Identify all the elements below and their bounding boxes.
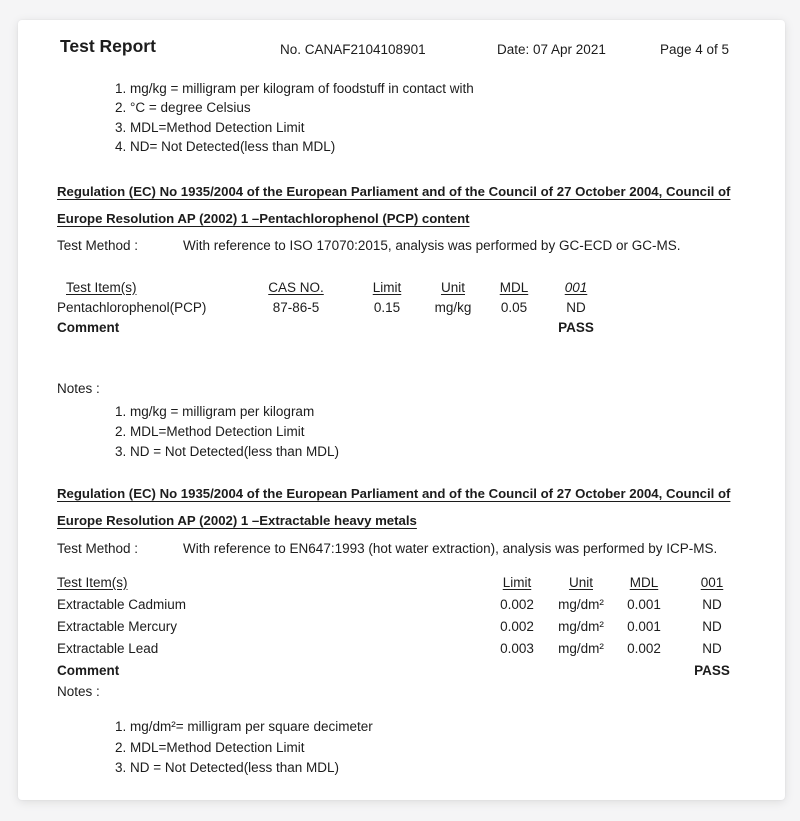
- comment-label: Comment: [57, 319, 120, 335]
- cell-cas-no: 87-86-5: [272, 299, 320, 315]
- col-header-unit: Unit: [440, 279, 465, 295]
- cell-result: ND: [566, 299, 586, 315]
- comment-row: [57, 317, 606, 337]
- pcp-results-table: [57, 277, 606, 337]
- col-header-mdl: MDL: [629, 574, 659, 590]
- note-item: 1. mg/dm²= milligram per square decimeter: [115, 717, 373, 738]
- comment-value: PASS: [558, 319, 594, 335]
- report-date: Date: 07 Apr 2021: [497, 42, 606, 57]
- col-header-limit: Limit: [502, 574, 532, 590]
- col-header-mdl: MDL: [499, 279, 529, 295]
- page-title: Test Report: [60, 36, 156, 56]
- report-number: No. CANAF2104108901: [280, 42, 426, 57]
- note-item: 2. °C = degree Celsius: [115, 98, 474, 117]
- comment-value: PASS: [694, 662, 730, 678]
- pcp-notes-list: [115, 402, 339, 462]
- cell-result: ND: [702, 618, 722, 634]
- test-method-text: With reference to EN647:1993 (hot water extraction), analysis was performed by ICP-MS.: [183, 541, 718, 556]
- cell-mdl: 0.001: [627, 596, 661, 612]
- note-item: 3. ND = Not Detected(less than MDL): [115, 758, 373, 779]
- test-method-label: Test Method :: [57, 541, 139, 556]
- col-header-cas-no: CAS NO.: [268, 279, 324, 295]
- col-header-sample-001: 001: [700, 574, 724, 590]
- note-item: 2. MDL=Method Detection Limit: [115, 738, 373, 759]
- heavy-metals-results-table: [57, 571, 748, 681]
- cell-unit: mg/dm²: [558, 640, 604, 656]
- cell-unit: mg/dm²: [558, 596, 604, 612]
- report-page: [18, 20, 785, 800]
- col-header-sample-001: 001: [564, 279, 588, 295]
- empty-cell: [242, 317, 546, 337]
- cell-mdl: 0.05: [500, 299, 528, 315]
- comment-row: [57, 659, 748, 681]
- cell-test-item: Extractable Lead: [57, 640, 159, 656]
- cell-test-item: Pentachlorophenol(PCP): [57, 299, 207, 315]
- cell-mdl: 0.002: [627, 640, 661, 656]
- col-header-limit: Limit: [372, 279, 402, 295]
- note-item: 3. MDL=Method Detection Limit: [115, 118, 474, 137]
- col-header-unit: Unit: [568, 574, 593, 590]
- heavy-metals-notes-list: [115, 717, 373, 779]
- empty-cell: [484, 659, 676, 681]
- table-row: [57, 297, 606, 317]
- note-item: 2. MDL=Method Detection Limit: [115, 422, 339, 442]
- cell-test-item: Extractable Mercury: [57, 618, 178, 634]
- cell-limit: 0.002: [500, 596, 534, 612]
- test-method-text: With reference to ISO 17070:2015, analysis was performed by GC-ECD or GC-MS.: [183, 238, 681, 253]
- cell-result: ND: [702, 640, 722, 656]
- col-header-test-item: Test Item(s): [66, 279, 137, 295]
- comment-label: Comment: [57, 662, 120, 678]
- cell-limit: 0.003: [500, 640, 534, 656]
- test-method-label: Test Method :: [57, 238, 139, 253]
- table-header-row: [57, 571, 748, 593]
- note-item: 4. ND= Not Detected(less than MDL): [115, 137, 474, 156]
- cell-mdl: 0.001: [627, 618, 661, 634]
- regulation-heading-heavy-metals: Regulation (EC) No 1935/2004 of the European Parliament and of the Council of 27 October 2004, Council of Europe Resolution AP (2002) 1 –Extractable heavy metals: [57, 486, 731, 528]
- note-item: 1. mg/kg = milligram per kilogram: [115, 402, 339, 422]
- cell-limit: 0.15: [373, 299, 401, 315]
- cell-test-item: Extractable Cadmium: [57, 596, 187, 612]
- notes-label: Notes :: [57, 684, 100, 699]
- table-row: [57, 593, 748, 615]
- note-item: 3. ND = Not Detected(less than MDL): [115, 442, 339, 462]
- page-indicator: Page 4 of 5: [660, 42, 730, 57]
- top-notes-list: [115, 79, 474, 156]
- table-row: [57, 615, 748, 637]
- cell-unit: mg/dm²: [558, 618, 604, 634]
- notes-label: Notes :: [57, 381, 100, 396]
- table-header-row: [57, 277, 606, 297]
- col-header-test-item: Test Item(s): [57, 574, 128, 590]
- cell-result: ND: [702, 596, 722, 612]
- cell-limit: 0.002: [500, 618, 534, 634]
- table-row: [57, 637, 748, 659]
- regulation-heading-pcp: Regulation (EC) No 1935/2004 of the European Parliament and of the Council of 27 October 2004, Council of Europe Resolution AP (2002) 1 –Pentachlorophenol (PCP) content: [57, 184, 731, 226]
- note-item: 1. mg/kg = milligram per kilogram of foodstuff in contact with: [115, 79, 474, 98]
- cell-unit: mg/kg: [434, 299, 472, 315]
